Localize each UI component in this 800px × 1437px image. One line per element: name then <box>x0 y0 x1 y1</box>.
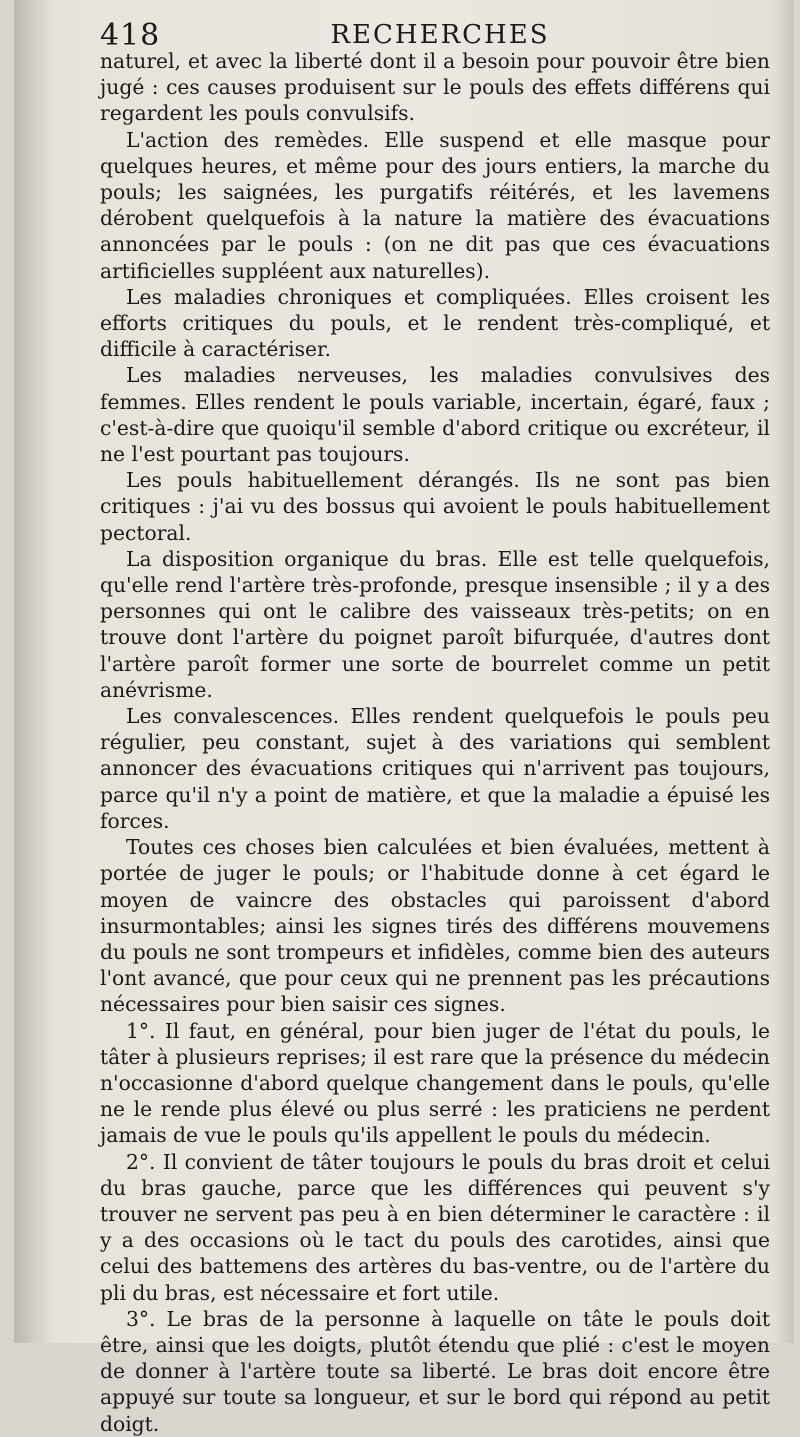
paragraph: naturel, et avec la liberté dont il a besoin pour pouvoir être bien jugé : ces causes produisent sur le pouls des effets différens qui regardent les pouls convulsifs. <box>100 49 770 126</box>
paragraph: Les maladies nerveuses, les maladies convulsives des femmes. Elles rendent le pouls variable, incertain, égaré, faux ; c'est-à-dire que quoiqu'il semble d'abord critique ou excréteur, il ne l'est pourtant pas toujours. <box>100 363 770 467</box>
paragraph: Les convalescences. Elles rendent quelquefois le pouls peu régulier, peu constant, sujet à des variations qui semblent annoncer des évacuations critiques qui n'arrivent pas toujours, parce qu'il n'y a point de matière, et que la maladie a épuisé les forces. <box>100 704 770 833</box>
page-number: 418 <box>100 18 161 53</box>
paragraph: 3°. Le bras de la personne à laquelle on tâte le pouls doit être, ainsi que les doigts, plutôt étendu que plié : c'est le moyen de donner à l'artère toute sa liberté. Le bras doit encore être appuyé sur toute sa longueur, et sur le bord qui répond au petit doigt. <box>100 1306 770 1436</box>
body-text <box>100 48 770 1437</box>
paragraph: Les pouls habituellement dérangés. Ils ne sont pas bien critiques : j'ai vu des bossus qui avoient le pouls habituellement pectoral. <box>100 468 770 545</box>
book-page <box>14 0 794 1436</box>
paragraph: La disposition organique du bras. Elle est telle quelquefois, qu'elle rend l'artère très-profonde, presque insensible ; il y a des personnes qui ont le calibre des vaisseaux très-petits; on en trouve dont l'artère du poignet paroît bifurquée, d'autres dont l'artère paroît former une sorte de bourrelet comme un petit anévrisme. <box>100 546 770 702</box>
paragraph: 2°. Il convient de tâter toujours le pouls du bras droit et celui du bras gauche, parce que les différences qui peuvent s'y trouver ne servent pas peu à en bien déterminer le caractère : il y a des occasions où le tact du pouls des carotides, ainsi que celui des battemens des artères du bas-ventre, ou de l'artère du pli du bras, est nécessaire et fort utile. <box>100 1149 770 1305</box>
paragraph: 1°. Il faut, en général, pour bien juger de l'état du pouls, le tâter à plusieurs reprises; il est rare que la présence du médecin n'occasionne d'abord quelque changement dans le pouls, qu'elle ne le rende plus élevé ou plus serré : les praticiens ne perdent jamais de vue le pouls qu'ils appellent le pouls du médecin. <box>100 1018 770 1148</box>
paragraph: L'action des remèdes. Elle suspend et elle masque pour quelques heures, et même pour des jours entiers, la marche du pouls; les saignées, les purgatifs réitérés, et les lavemens dérobent quelquefois à la nature la matière des évacuations annoncées par le pouls : (on ne dit pas que ces évacuations artificielles suppléent aux naturelles). <box>100 127 770 283</box>
running-head: RECHERCHES <box>330 20 550 50</box>
paragraph: Les maladies chroniques et compliquées. Elles croisent les efforts critiques du pouls, et le rendent très-compliqué, et difficile à caractériser. <box>100 284 770 362</box>
paragraph: Toutes ces choses bien calculées et bien évaluées, mettent à portée de juger le pouls; or l'habitude donne à cet égard le moyen de vaincre des obstacles qui paroissent d'abord insurmontables; ainsi les signes tirés des différens mouvemens du pouls ne sont trompeurs et infidèles, comme bien des auteurs l'ont avancé, que pour ceux qui ne prennent pas les précautions nécessaires pour bien saisir ces signes. <box>100 835 770 1017</box>
